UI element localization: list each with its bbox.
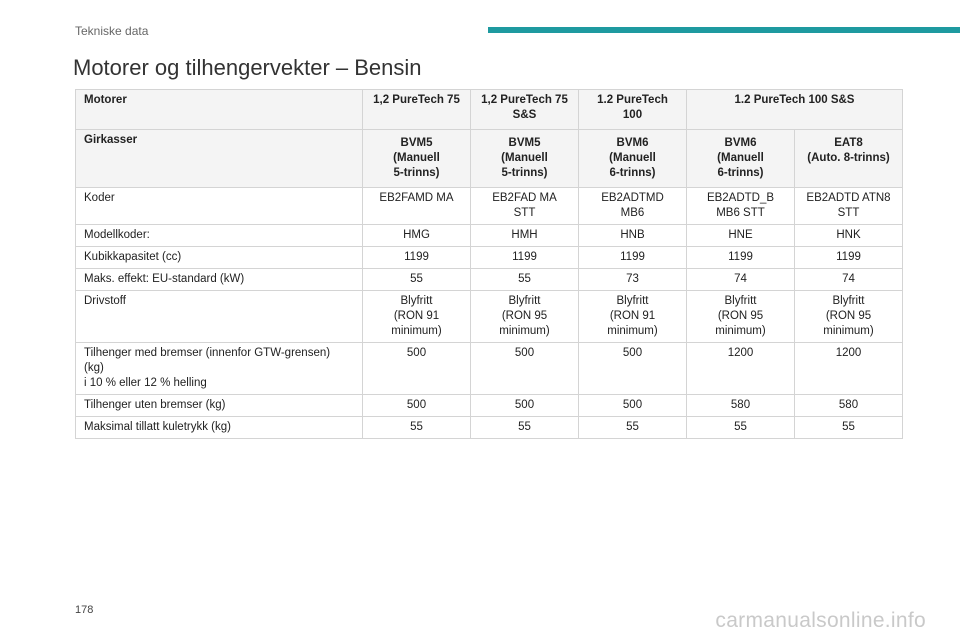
- table-cell: BVM5 (Manuell 5-trinns): [471, 130, 579, 188]
- table-row: [76, 225, 903, 247]
- table-cell: HMH: [471, 225, 579, 247]
- table-cell: 500: [363, 343, 471, 395]
- table-header-row: [76, 90, 903, 130]
- table-row: [76, 188, 903, 225]
- row-label: Koder: [76, 188, 363, 225]
- row-label: Maksimal tillatt kuletrykk (kg): [76, 417, 363, 439]
- table-cell: 500: [363, 395, 471, 417]
- table-cell: 1199: [687, 247, 795, 269]
- table-cell: EB2ADTD ATN8 STT: [795, 188, 903, 225]
- table-cell: 73: [579, 269, 687, 291]
- table-cell: EAT8 (Auto. 8-trinns): [795, 130, 903, 188]
- table-cell: HMG: [363, 225, 471, 247]
- table-row: [76, 269, 903, 291]
- table-cell: 1199: [363, 247, 471, 269]
- header-cell-engine: 1,2 PureTech 75 S&S: [471, 90, 579, 130]
- header-cell-engine: 1,2 PureTech 75: [363, 90, 471, 130]
- table-row: [76, 417, 903, 439]
- table-cell: 55: [471, 417, 579, 439]
- row-label: Tilhenger uten bremser (kg): [76, 395, 363, 417]
- table-cell: 500: [579, 395, 687, 417]
- table-cell: 1199: [579, 247, 687, 269]
- table-cell: 500: [579, 343, 687, 395]
- table-cell: 1199: [795, 247, 903, 269]
- table-cell: EB2ADTMD MB6: [579, 188, 687, 225]
- row-label: Maks. effekt: EU-standard (kW): [76, 269, 363, 291]
- engine-spec-table: [75, 89, 903, 439]
- table-cell: 580: [687, 395, 795, 417]
- table-cell: Blyfritt (RON 91 minimum): [579, 291, 687, 343]
- table-cell: 55: [579, 417, 687, 439]
- table-cell: EB2ADTD_B MB6 STT: [687, 188, 795, 225]
- row-label: Modellkoder:: [76, 225, 363, 247]
- table-cell: Blyfritt (RON 95 minimum): [471, 291, 579, 343]
- table-cell: 500: [471, 395, 579, 417]
- table-cell: Blyfritt (RON 95 minimum): [687, 291, 795, 343]
- table-cell: HNE: [687, 225, 795, 247]
- table-cell: Blyfritt (RON 91 minimum): [363, 291, 471, 343]
- table-cell: 500: [471, 343, 579, 395]
- row-label: Kubikkapasitet (cc): [76, 247, 363, 269]
- table-cell: HNK: [795, 225, 903, 247]
- header-cell-engine: 1.2 PureTech 100: [579, 90, 687, 130]
- table-cell: Blyfritt (RON 95 minimum): [795, 291, 903, 343]
- section-label: Tekniske data: [75, 24, 149, 38]
- table-cell: EB2FAD MA STT: [471, 188, 579, 225]
- page-title: Motorer og tilhengervekter – Bensin: [73, 55, 422, 80]
- row-label: Tilhenger med bremser (innenfor GTW-grensen) (kg) i 10 % eller 12 % helling: [76, 343, 363, 395]
- table-cell: 1199: [471, 247, 579, 269]
- table-row: [76, 395, 903, 417]
- row-label: Drivstoff: [76, 291, 363, 343]
- table-cell: BVM5 (Manuell 5-trinns): [363, 130, 471, 188]
- table-row-gearbox: [76, 130, 903, 188]
- header-accent-bar: [488, 27, 960, 33]
- table-cell: BVM6 (Manuell 6-trinns): [687, 130, 795, 188]
- table-cell: 1200: [687, 343, 795, 395]
- header-cell-engine: 1.2 PureTech 100 S&S: [687, 90, 903, 130]
- table-cell: 580: [795, 395, 903, 417]
- table-cell: 55: [471, 269, 579, 291]
- watermark: carmanualsonline.info: [715, 609, 926, 632]
- table-cell: 55: [687, 417, 795, 439]
- table-cell: HNB: [579, 225, 687, 247]
- page-number: 178: [75, 604, 94, 616]
- table-cell: 55: [363, 417, 471, 439]
- table-row: [76, 343, 903, 395]
- row-label: Girkasser: [76, 130, 363, 188]
- table-cell: 74: [687, 269, 795, 291]
- table-cell: EB2FAMD MA: [363, 188, 471, 225]
- header-cell-engines: Motorer: [76, 90, 363, 130]
- table-row: [76, 291, 903, 343]
- table-cell: 55: [795, 417, 903, 439]
- table-cell: BVM6 (Manuell 6-trinns): [579, 130, 687, 188]
- table-cell: 1200: [795, 343, 903, 395]
- table-row: [76, 247, 903, 269]
- table-cell: 74: [795, 269, 903, 291]
- table-cell: 55: [363, 269, 471, 291]
